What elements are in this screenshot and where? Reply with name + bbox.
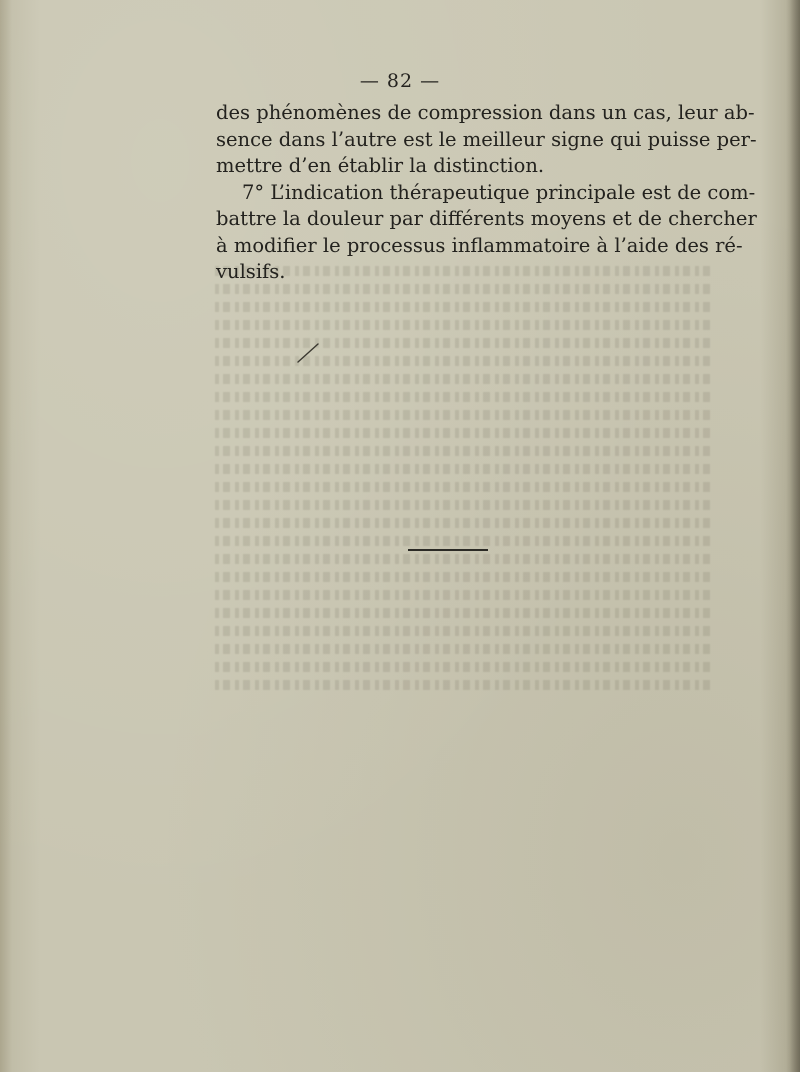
text-line: sence dans l’autre est le meilleur signe qui puisse per- xyxy=(216,127,757,151)
text-line: vulsifs. xyxy=(216,260,286,283)
pencil-stroke-mark xyxy=(296,342,320,364)
text-line: 7° L’indication thérapeutique principale est de com- xyxy=(242,180,756,204)
text-line: à modifier le processus inflammatoire à l’aide des ré- xyxy=(216,233,743,257)
show-through-texture xyxy=(210,258,710,898)
page-edge-right xyxy=(786,0,800,1072)
text-line: battre la douleur par différents moyens et de chercher xyxy=(216,207,757,230)
text-line: des phénomènes de compression dans un cas, leur ab- xyxy=(216,101,755,124)
page-number: — 82 — xyxy=(359,70,441,92)
text-line: mettre d’en établir la distinction. xyxy=(216,154,545,177)
closing-rule xyxy=(408,549,488,551)
body-text xyxy=(216,100,757,286)
page-edge-left xyxy=(0,0,12,1072)
